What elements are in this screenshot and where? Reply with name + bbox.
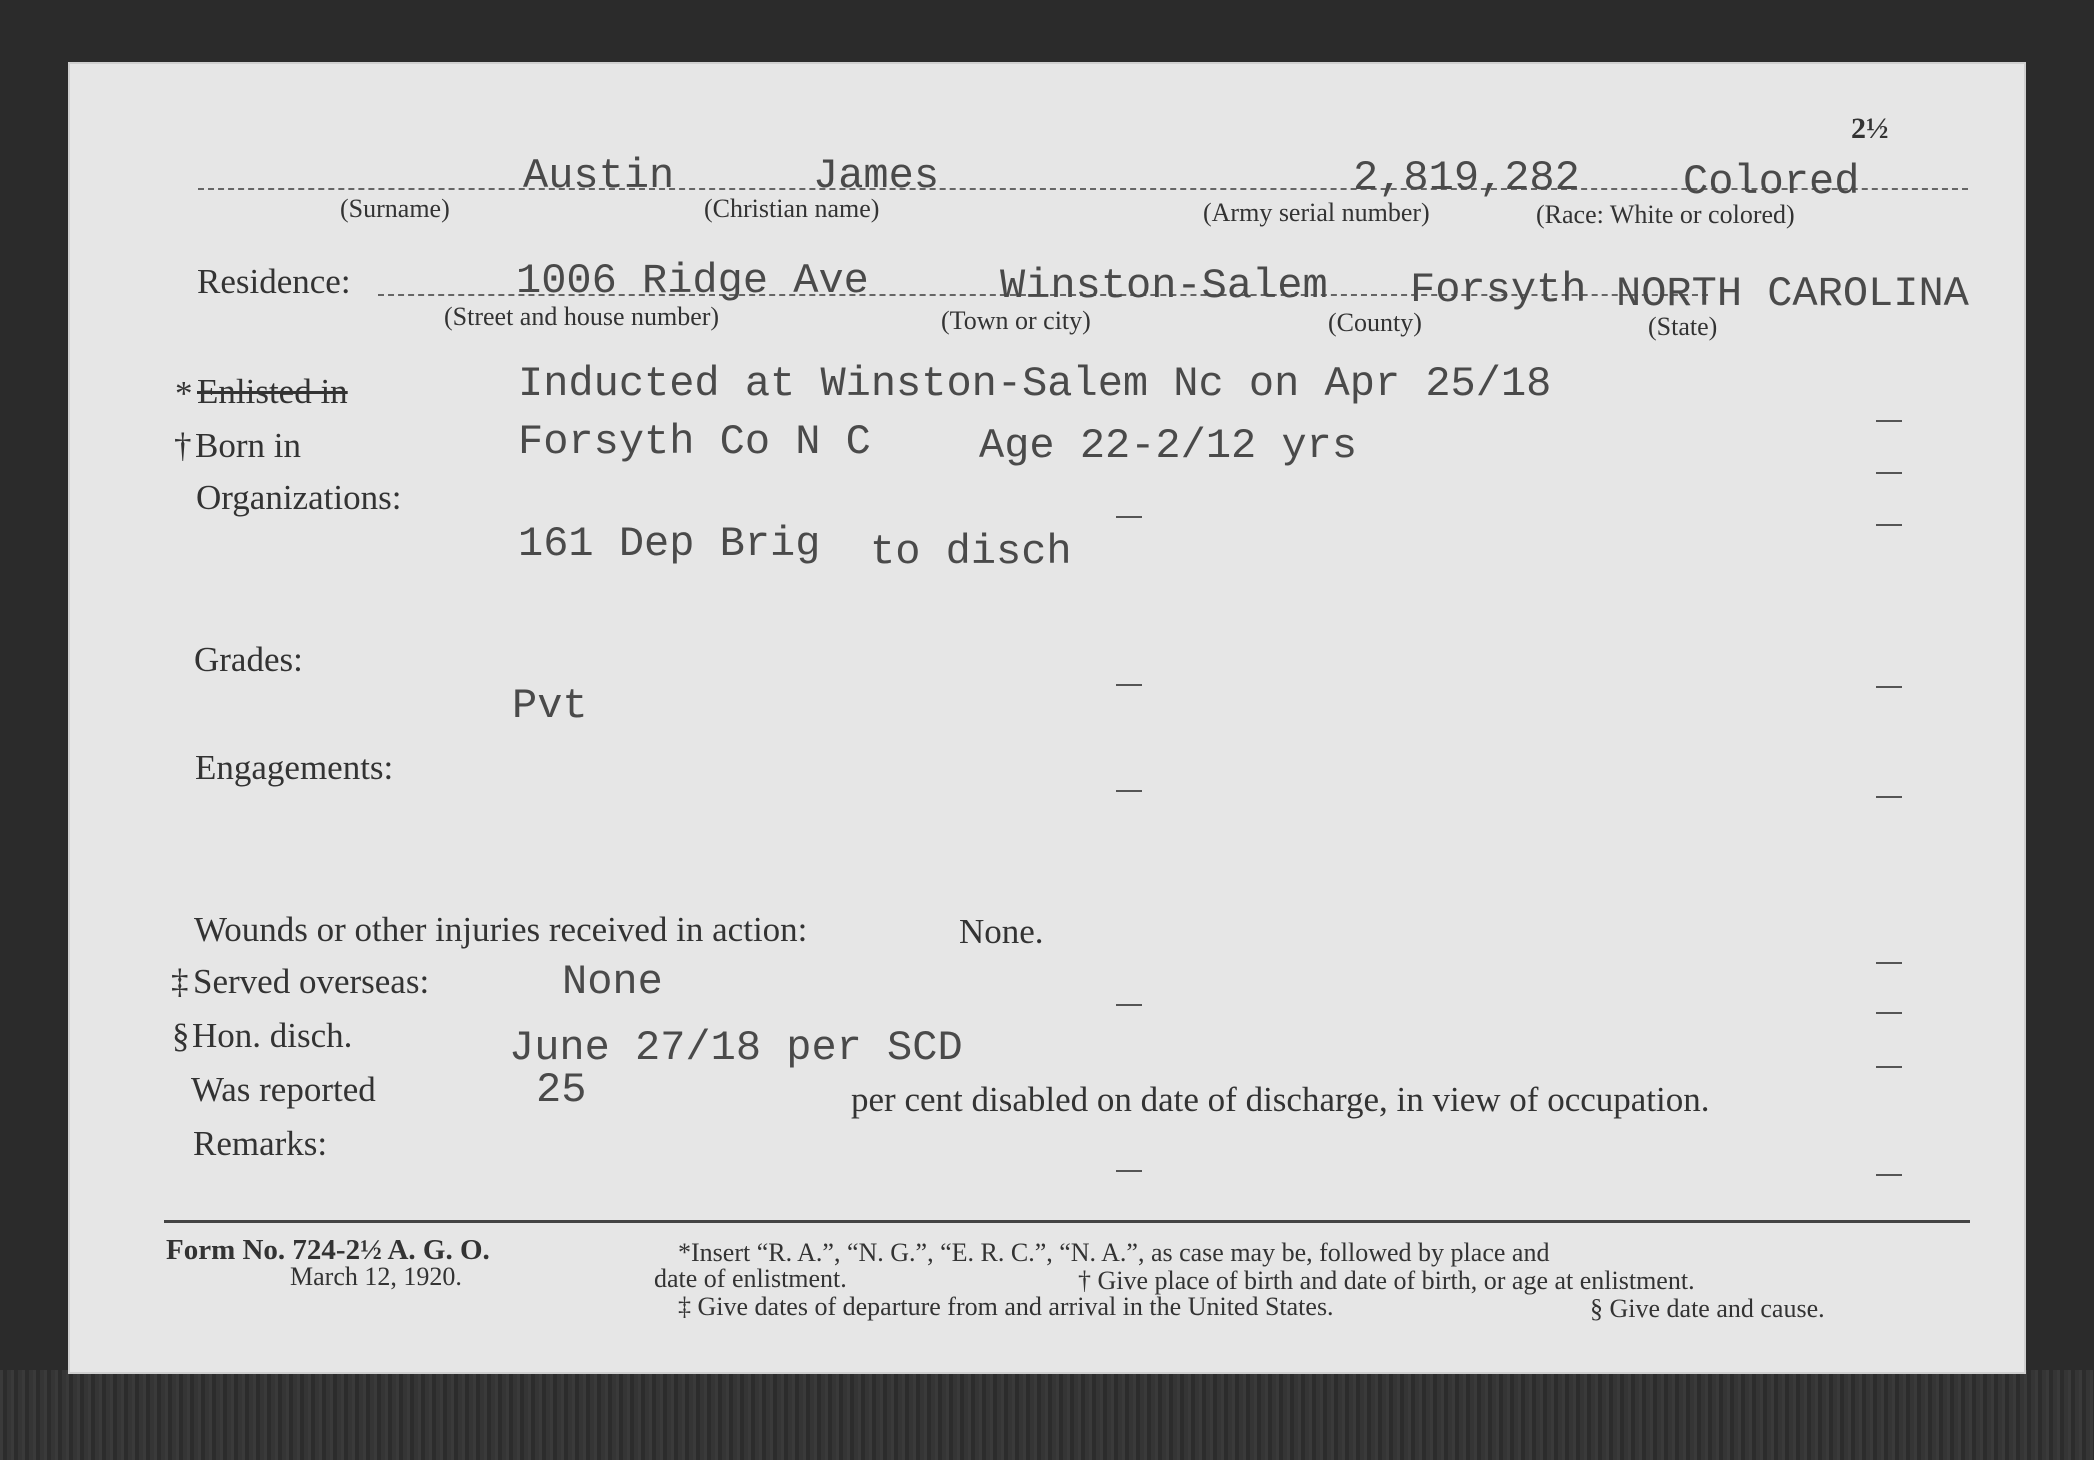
form-number: Form No. 724-2½ A. G. O. [166, 1234, 490, 1266]
residence-label: Residence: [197, 262, 351, 301]
race-value: Colored [1683, 158, 1860, 206]
overseas-label: Served overseas: [193, 962, 430, 1001]
county-value: Forsyth [1410, 266, 1587, 314]
enlisted-value: Inducted at Winston-Salem Nc on Apr 25/18 [518, 360, 1552, 408]
corner-mark: 2½ [1851, 112, 1889, 145]
serial-number-label: (Army serial number) [1203, 198, 1430, 227]
city-value: Winston-Salem [1000, 262, 1328, 310]
race-label: (Race: White or colored) [1536, 200, 1795, 229]
enlistment-record-card [68, 62, 2026, 1374]
column-dash [1876, 962, 1902, 964]
column-dash [1116, 790, 1142, 792]
column-dash [1876, 796, 1902, 798]
wounds-value: None. [959, 912, 1044, 951]
reported-suffix: per cent disabled on date of discharge, in view of occupation. [851, 1080, 1710, 1119]
enlisted-mark: * [175, 374, 193, 413]
reported-value: 25 [536, 1066, 587, 1114]
column-dash [1876, 420, 1902, 422]
born-value: Forsyth Co N C [518, 418, 871, 466]
grades-label: Grades: [194, 640, 303, 679]
surname-value: Austin [523, 152, 675, 200]
form-date: March 12, 1920. [290, 1262, 462, 1291]
column-dash [1876, 524, 1902, 526]
overseas-value: None [562, 958, 663, 1006]
organizations-value-continued: to disch [870, 528, 1072, 576]
organizations-value: 161 Dep Brig [518, 520, 821, 568]
christian-name-label: (Christian name) [704, 194, 880, 223]
wounds-label: Wounds or other injuries received in action: [194, 910, 808, 949]
background-texture [0, 1370, 2094, 1460]
age-value: Age 22-2/12 yrs [979, 422, 1358, 470]
city-label: (Town or city) [941, 306, 1091, 335]
column-dash [1876, 1066, 1902, 1068]
state-label: (State) [1648, 312, 1718, 341]
organizations-label: Organizations: [196, 478, 402, 517]
discharge-value: June 27/18 per SCD [509, 1024, 963, 1072]
overseas-mark: ‡ [171, 962, 189, 1001]
column-dash [1876, 686, 1902, 688]
discharge-label: Hon. disch. [192, 1016, 353, 1055]
born-mark: † [174, 426, 192, 465]
remarks-label: Remarks: [193, 1124, 328, 1163]
footer-rule [164, 1220, 1970, 1223]
county-label: (County) [1328, 308, 1422, 337]
column-dash [1876, 1012, 1902, 1014]
grades-value: Pvt [512, 682, 588, 730]
footnote-overseas: ‡ Give dates of departure from and arrival in the United States. [678, 1292, 1334, 1321]
discharge-mark: § [172, 1016, 190, 1055]
born-label: Born in [195, 426, 301, 465]
serial-number-value: 2,819,282 [1353, 154, 1580, 202]
column-dash [1876, 472, 1902, 474]
enlisted-label: Enlisted in [197, 372, 348, 411]
column-dash [1116, 516, 1142, 518]
street-value: 1006 Ridge Ave [516, 257, 869, 305]
state-value: NORTH CAROLINA [1616, 270, 1969, 318]
column-dash [1116, 1004, 1142, 1006]
surname-label: (Surname) [340, 194, 450, 223]
christian-name-value: James [813, 152, 940, 200]
footnote-insert: *Insert “R. A.”, “N. G.”, “E. R. C.”, “N. A.”, as case may be, followed by place and [678, 1238, 1550, 1267]
column-dash [1876, 1174, 1902, 1176]
reported-label: Was reported [191, 1070, 376, 1109]
street-label: (Street and house number) [444, 302, 720, 331]
column-dash [1116, 684, 1142, 686]
footnote-discharge: § Give date and cause. [1590, 1294, 1825, 1323]
footnote-insert-continued: date of enlistment. [654, 1264, 847, 1293]
engagements-label: Engagements: [195, 748, 394, 787]
column-dash [1116, 1170, 1142, 1172]
footnote-birth: † Give place of birth and date of birth, or age at enlistment. [1078, 1266, 1695, 1295]
